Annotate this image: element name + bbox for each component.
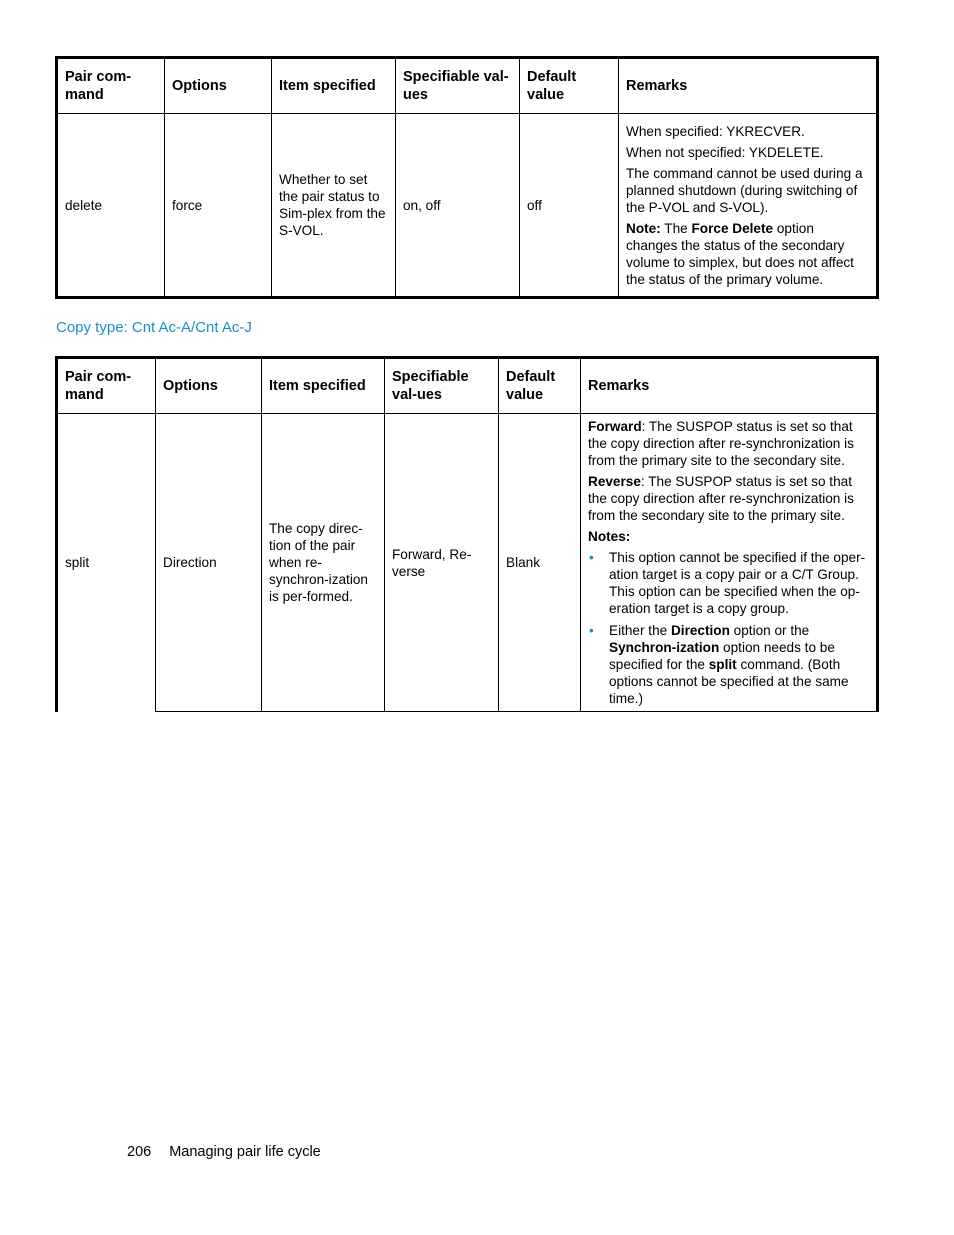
bullet-icon: • [589,623,594,638]
note-bullet-text: This option cannot be specified if the oper-ation target is a copy pair or a C/T Group. This option can be specified when the op-eration target is a copy group. [609,550,866,616]
cell-item-specified: Whether to set the pair status to Sim-plex from the S-VOL. [272,114,396,298]
note-text: option changes the status of the secondary volume to simplex, but does not affect the status of the primary volume. [626,220,854,287]
note-bullet-text: Either the [609,623,671,638]
header-specifiable-values: Specifiable val-ues [385,358,499,414]
note-text: The [660,220,692,236]
note-bullet-text: option or the [729,623,810,638]
cell-options: Direction [156,414,262,712]
cell-item-specified: The copy direc-tion of the pair when re-synchron-ization is per-formed. [262,414,385,712]
cell-specifiable-values: Forward, Re-verse [385,414,499,712]
note-force-delete: Force Delete [691,220,774,236]
note-bullet-text: option needs to be specified for the [609,640,835,672]
table-row [57,414,878,712]
header-specifiable-values: Specifiable val-ues [396,58,520,114]
cell-remarks [619,114,878,298]
reverse-text: : The SUSPOP status is set so that the copy direction after re-synchronization is from the secondary site to the primary site. [588,474,854,523]
header-item-specified: Item specified [272,58,396,114]
delete-options-table [55,56,879,299]
header-pair-command: Pair com-mand [57,58,165,114]
header-remarks: Remarks [581,358,878,414]
header-item-specified: Item specified [262,358,385,414]
reverse-label: Reverse [588,474,641,489]
header-options: Options [165,58,272,114]
header-default-value: Default value [499,358,581,414]
split-options-table [55,356,879,712]
page-number: 206 [127,1144,152,1160]
cell-pair-command: delete [57,114,165,298]
table-header-row [57,58,878,114]
note-synchronization: Synchron-ization [609,640,720,655]
remarks-reverse [588,473,869,524]
section-heading: Copy type: Cnt Ac-A/Cnt Ac-J [56,319,252,336]
bullet-icon: • [589,550,594,565]
remarks-note [626,220,869,288]
note-direction: Direction [670,623,730,638]
cell-remarks [581,414,878,712]
header-default-value: Default value [520,58,619,114]
cell-pair-command: split [57,414,156,712]
table-row [57,114,878,298]
cell-default-value: off [520,114,619,298]
remarks-forward [588,418,869,469]
cell-options: force [165,114,272,298]
header-remarks: Remarks [619,58,878,114]
list-item [588,549,869,617]
table-header-row [57,358,878,414]
cell-default-value: Blank [499,414,581,712]
note-label: Note: [626,220,661,236]
chapter-title: Managing pair life cycle [169,1144,321,1160]
remarks-when-specified: When specified: YKRECVER. [626,123,805,139]
page-footer [127,1144,321,1160]
forward-text: : The SUSPOP status is set so that the copy direction after re-synchronization is from the primary site to the secondary site. [588,419,854,468]
header-pair-command: Pair com-mand [57,358,156,414]
note-split: split [708,657,737,672]
forward-label: Forward [588,419,642,434]
remarks-notes-label: Notes: [588,529,631,544]
note-bullet-text: command. (Both options cannot be specified at the same time.) [609,657,849,706]
remarks-planned-shutdown: The command cannot be used during a planned shutdown (during switching of the P-VOL and S-VOL). [626,165,863,215]
cell-specifiable-values: on, off [396,114,520,298]
remarks-when-not-specified: When not specified: YKDELETE. [626,144,824,160]
list-item [588,622,869,707]
header-options: Options [156,358,262,414]
notes-list [588,549,869,707]
